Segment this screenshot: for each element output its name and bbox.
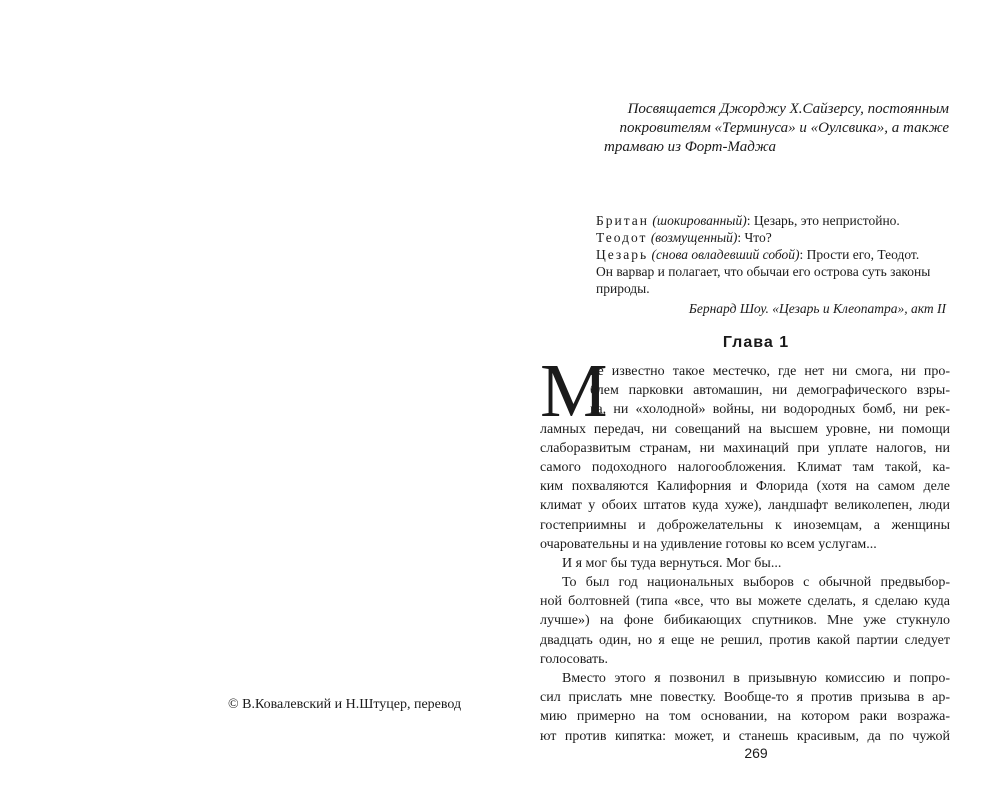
epigraph-stage-note: (возмущенный) bbox=[650, 230, 738, 245]
text-line: ва, ни «холодной» войны, ни водородных бомб, ни рек- bbox=[590, 402, 950, 418]
drop-cap: М bbox=[540, 360, 608, 422]
text-line: очаровательны и на удивление готовы ко всем услугам... bbox=[540, 536, 877, 552]
epigraph-speech: : Цезарь, это непристойно. bbox=[746, 213, 900, 228]
epigraph-speaker: Цезарь bbox=[596, 247, 649, 262]
text-line: Вместо этого я позвонил в призывную комиссию и попро- bbox=[562, 671, 950, 686]
text-line: ют против кипятка: может, и станешь красивым, да по чужой bbox=[540, 728, 950, 744]
copyright-note: © В.Ковалевский и Н.Штуцер, перевод bbox=[228, 697, 462, 712]
text-line: мию примерно на том основании, на котором раки возража- bbox=[540, 709, 950, 725]
text-line: двадцать один, но я еще не решил, против какой партии следует bbox=[540, 632, 950, 648]
epigraph-speaker: Британ bbox=[596, 213, 650, 228]
chapter-title: Глава 1 bbox=[722, 334, 790, 351]
body-text bbox=[540, 362, 950, 746]
dedication-line: покровителям «Терминуса» и «Оулсвика», а также bbox=[619, 120, 949, 136]
epigraph-line bbox=[596, 229, 946, 246]
page-number: 269 bbox=[744, 745, 768, 761]
epigraph-source: Бернард Шоу. «Цезарь и Клеопатра», акт II bbox=[688, 301, 946, 316]
epigraph-line bbox=[596, 212, 946, 229]
right-page bbox=[504, 0, 1008, 800]
dedication bbox=[604, 100, 949, 157]
epigraph-stage-note: (снова овладевший собой) bbox=[651, 247, 800, 262]
epigraph-speech: : Что? bbox=[737, 230, 772, 245]
epigraph-line bbox=[596, 246, 946, 263]
text-line: самого подоходного налогообложения. Климат там такой, ка- bbox=[540, 459, 950, 475]
epigraph-stage-note: (шокированный) bbox=[652, 213, 747, 228]
text-line: климат у обоих штатов куда хуже), ландшафт великолепен, люди bbox=[540, 498, 950, 514]
text-line: То был год национальных выборов с обычной предвыбор- bbox=[562, 575, 950, 591]
epigraph-continuation: Он варвар и полагает, что обычаи его острова суть законы bbox=[596, 264, 931, 279]
epigraph-speech: : Прости его, Теодот. bbox=[799, 247, 920, 262]
text-line: не известно такое местечко, где нет ни смога, ни про- bbox=[590, 364, 950, 379]
text-line: И я мог бы туда вернуться. Мог бы... bbox=[562, 555, 782, 571]
text-line: блем парковки автомашин, ни демографического взры- bbox=[590, 383, 950, 399]
text-line: лучше») на фоне бибикающих спутников. Мне уже стукнуло bbox=[540, 613, 950, 629]
epigraph bbox=[596, 212, 946, 317]
dedication-line: трамваю из Форт-Маджа bbox=[604, 139, 777, 155]
text-line: ной болтовней (типа «все, что вы можете сделать, я сделаю куда bbox=[540, 594, 950, 610]
epigraph-continuation: природы. bbox=[596, 281, 650, 296]
text-line: голосовать. bbox=[540, 651, 609, 667]
epigraph-speaker: Теодот bbox=[596, 230, 648, 245]
text-line: слаборазвитым странам, ни махинаций при уплате налогов, ни bbox=[540, 440, 950, 456]
dedication-line: Посвящается Джорджу Х.Сайзерсу, постоянным bbox=[627, 101, 949, 117]
text-line: ламных передач, ни совещаний на высшем уровне, ни помощи bbox=[540, 421, 950, 437]
text-line: ким похваляются Калифорния и Флорида (хотя на самом деле bbox=[540, 479, 950, 495]
text-line: сил прислать мне повестку. Вообще-то я против призыва в ар- bbox=[540, 690, 950, 706]
text-line: гостеприимны и доброжелательны к иноземцам, а женщины bbox=[540, 517, 950, 533]
